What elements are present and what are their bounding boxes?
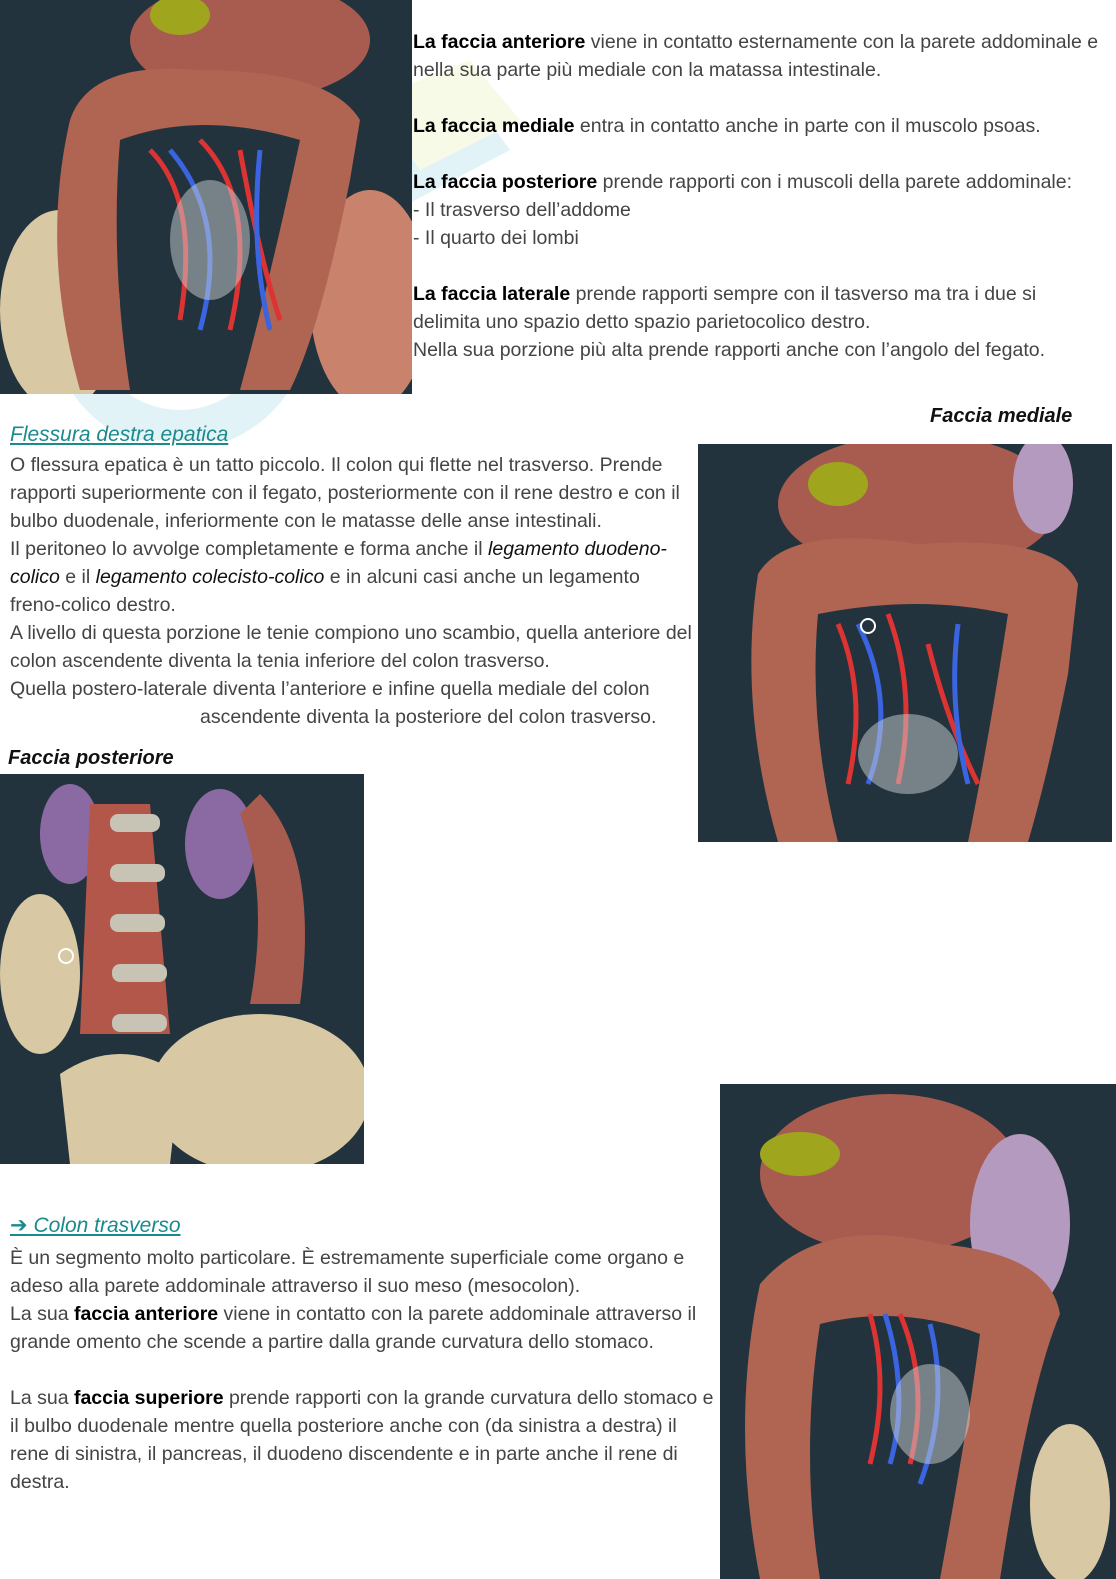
text-faccia-mediale: entra in contatto anche in parte con il muscolo psoas.: [574, 115, 1041, 137]
section-faccie-colon-ascendente: [413, 28, 1103, 364]
anatomy-image-colon-trasverso: [720, 1084, 1116, 1579]
paragraph-faccia-mediale: [413, 112, 1103, 140]
text-faccia-anteriore: viene in contatto esternamente con la parete addominale e nella sua parte più mediale con la matassa intestinale.: [413, 31, 1099, 81]
term-legamento-colecisto-colico: legamento colecisto-colico: [95, 566, 325, 588]
text-fragment: Il peritoneo lo avvolge completamente e forma anche il: [10, 538, 489, 560]
label-faccia-mediale: La faccia mediale: [413, 115, 575, 137]
label-faccia-laterale: La faccia laterale: [413, 283, 571, 305]
heading-colon-trasverso-label: Colon trasverso: [33, 1214, 181, 1237]
arrow-right-icon: ➔: [10, 1214, 28, 1237]
text-fragment: La sua: [10, 1303, 74, 1325]
text-fragment: e il: [59, 566, 96, 588]
paragraph-colon-trasverso-3: [10, 1384, 715, 1496]
paragraph-colon-trasverso-1: È un segmento molto particolare. È estremamente superficiale come organo e adeso alla parete addominale attraverso il suo meso (mesocolon).: [10, 1247, 685, 1297]
label-faccia-superiore: faccia superiore: [73, 1387, 224, 1409]
label-faccia-posteriore: La faccia posteriore: [413, 171, 598, 193]
term-legamento-duodeno-colico: legamento duodeno-colico: [10, 538, 667, 588]
text-fragment: prende rapporti con la grande curvatura dello stomaco e il bulbo duodenale mentre quella posteriore anche con (da sinistra a destra) il rene di sinistra, il pancreas, il duodeno discendente e in parte anche il rene di destra.: [10, 1387, 714, 1493]
section-flessura-epatica: [10, 451, 692, 731]
heading-flessura-destra-epatica: Flessura destra epatica: [10, 423, 229, 446]
list-item: - Il trasverso dell’addome: [413, 199, 631, 221]
label-faccia-anteriore-trasverso: faccia anteriore: [73, 1303, 219, 1325]
label-faccia-anteriore: La faccia anteriore: [413, 31, 586, 53]
paragraph-faccia-laterale: [413, 280, 1103, 336]
caption-faccia-posteriore: Faccia posteriore: [8, 747, 174, 769]
caption-faccia-mediale: Faccia mediale: [930, 405, 1073, 427]
list-item: - Il quarto dei lombi: [413, 227, 579, 249]
text-fragment: viene in contatto con la parete addominale attraverso il grande omento che scende a partire dalla grande curvatura dello stomaco.: [10, 1303, 697, 1353]
paragraph-colon-trasverso-2: [10, 1300, 715, 1356]
anatomy-image-anterior: [0, 0, 412, 394]
paragraph-faccia-posteriore: [413, 168, 1103, 196]
paragraph-flessura-4-line2: ascendente diventa la posteriore del colon trasverso.: [200, 706, 657, 728]
paragraph-flessura-2: [10, 535, 692, 619]
text-fragment: e in alcuni casi anche un legamento freno-colico destro.: [10, 566, 640, 616]
anatomy-image-mediale: [698, 444, 1112, 842]
paragraph-flessura-3: A livello di questa porzione le tenie compiono uno scambio, quella anteriore del colon ascendente diventa la tenia inferiore del colon trasverso.: [10, 622, 692, 672]
text-fragment: La sua: [10, 1387, 74, 1409]
text-faccia-laterale: prende rapporti sempre con il tasverso ma tra i due si delimita uno spazio detto spazio parietocolico destro.: [413, 283, 1037, 333]
paragraph-faccia-laterale-2: Nella sua porzione più alta prende rapporti anche con l’angolo del fegato.: [413, 339, 1046, 361]
paragraph-flessura-4-line1: Quella postero-laterale diventa l’anteriore e infine quella mediale del colon: [10, 678, 650, 700]
anatomy-image-posteriore: [0, 774, 364, 1164]
paragraph-flessura-1: O flessura epatica è un tatto piccolo. Il colon qui flette nel trasverso. Prende rapporti superiormente con il fegato, posteriormente con il rene destro e con il bulbo duodenale, inferiormente con le matasse delle anse intestinali.: [10, 454, 680, 532]
paragraph-faccia-anteriore: [413, 28, 1103, 84]
heading-colon-trasverso: [10, 1213, 181, 1239]
text-faccia-posteriore: prende rapporti con i muscoli della parete addominale:: [597, 171, 1073, 193]
section-colon-trasverso: [10, 1244, 715, 1496]
